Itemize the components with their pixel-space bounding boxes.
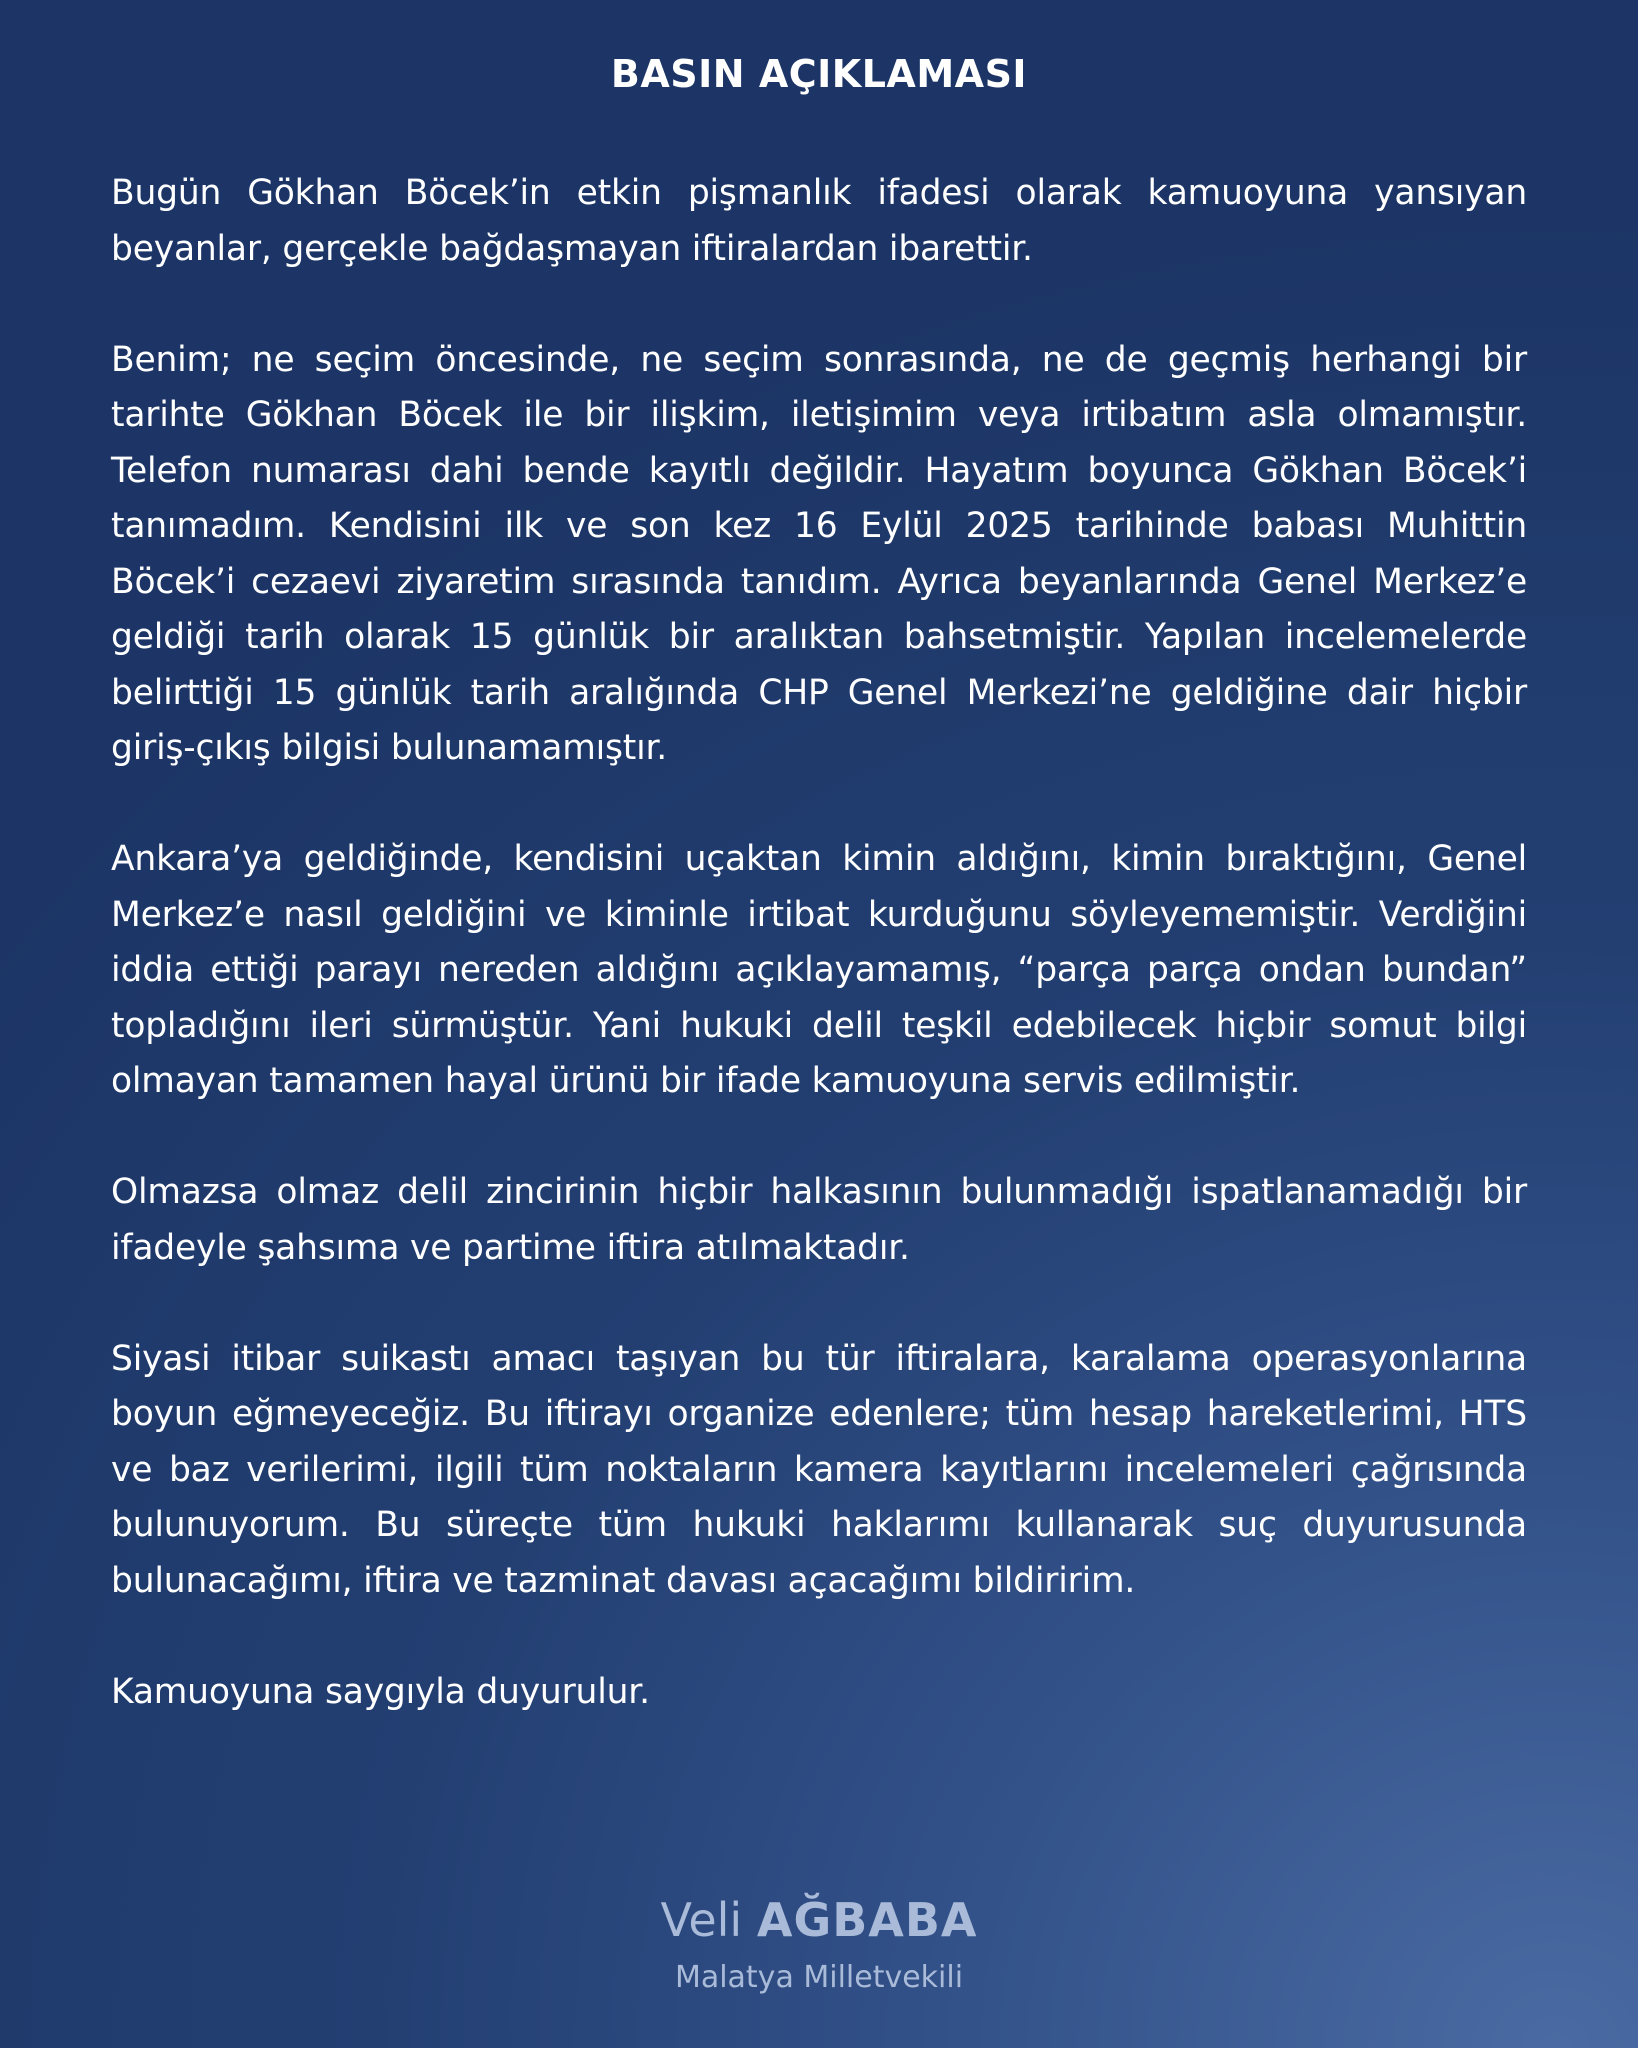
signature-block bbox=[0, 1892, 1638, 1998]
paragraph-3: Ankara’ya geldiğinde, kendisini uçaktan kimin aldığını, kimin bıraktığını, Genel Merkez’e nasıl geldiğini ve kiminle irtibat kurduğunu söyleyememiştir. Verdiğini iddia ettiği parayı nereden aldığını açıklayamamış, “parça parça ondan bundan” topladığını ileri sürmüştür. Yani hukuki delil teşkil edebilecek hiçbir somut bilgi olmayan tamamen hayal ürünü bir ifade kamuoyuna servis edilmiştir. bbox=[111, 839, 1527, 1101]
paragraph-5: Siyasi itibar suikastı amacı taşıyan bu tür iftiralara, karalama operasyonlarına boyun eğmeyeceğiz. Bu iftirayı organize edenlere; tüm hesap hareketlerimi, HTS ve baz verilerimi, ilgili tüm noktaların kamera kayıtlarını incelemeleri çağrısında bulunuyorum. Bu süreçte tüm hukuki haklarımı kullanarak suç duyurusunda bulunacağımı, iftira ve tazminat davası açacağımı bildiririm. bbox=[111, 1338, 1527, 1601]
signatory-name bbox=[0, 1892, 1638, 1948]
signatory-first-name: Veli bbox=[660, 1893, 743, 1947]
paragraph-4: Olmazsa olmaz delil zincirinin hiçbir halkasının bulunmadığı ispatlanamadığı bir ifadeyle şahsıma ve partime iftira atılmaktadır. bbox=[111, 1172, 1527, 1268]
signatory-last-name: AĞBABA bbox=[756, 1893, 978, 1947]
document-body bbox=[111, 166, 1527, 1720]
closing-line: Kamuoyuna saygıyla duyurulur. bbox=[111, 1671, 650, 1712]
paragraph-2: Benim; ne seçim öncesinde, ne seçim sonrasında, ne de geçmiş herhangi bir tarihte Gökhan Böcek ile bir ilişkim, iletişimim veya irtibatım asla olmamıştır. Telefon numarası dahi bende kayıtlı değildir. Hayatım boyunca Gökhan Böcek’i tanımadım. Kendisini ilk ve son kez 16 Eylül 2025 tarihinde babası Muhittin Böcek’i cezaevi ziyaretim sırasında tanıdım. Ayrıca beyanlarında Genel Merkez’e geldiği tarih olarak 15 günlük bir aralıktan bahsetmiştir. Yapılan incelemelerde belirttiği 15 günlük tarih aralığında CHP Genel Merkezi’ne geldiğine dair hiçbir giriş-çıkış bilgisi bulunamamıştır. bbox=[111, 339, 1527, 768]
paragraph-1: Bugün Gökhan Böcek’in etkin pişmanlık ifadesi olarak kamuoyuna yansıyan beyanlar, gerçekle bağdaşmayan iftiralardan ibarettir. bbox=[111, 173, 1527, 269]
document-title: BASIN AÇIKLAMASI bbox=[610, 52, 1028, 96]
signatory-role: Malatya Milletvekili bbox=[674, 1960, 964, 1995]
